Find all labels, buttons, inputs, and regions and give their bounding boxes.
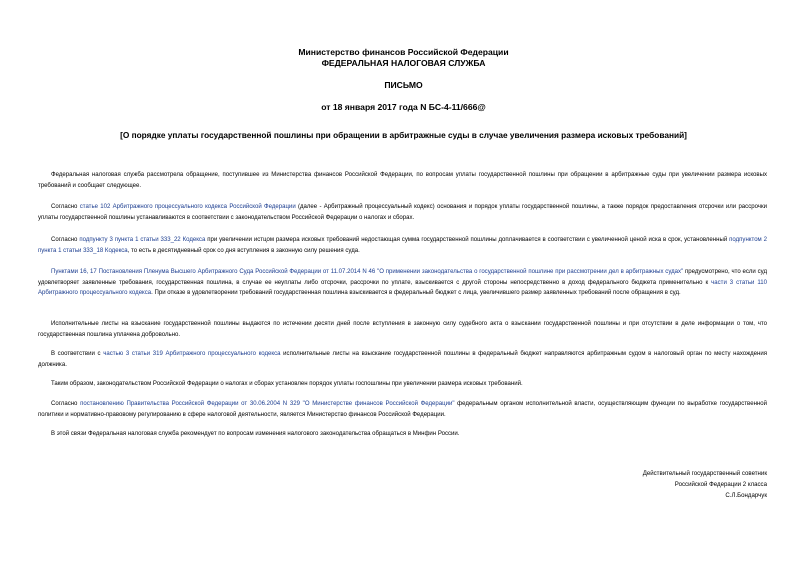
paragraph-text: исполнительные листы на взыскание государственной пошлины в федеральный бюджет направляются арбитражным судом в налоговый орган по месту нахождения должника. — [38, 351, 767, 368]
paragraph-4 — [38, 267, 767, 299]
paragraph-2 — [38, 202, 767, 223]
document-date-number: от 18 января 2017 года N БС-4-11/666@ — [321, 102, 486, 112]
legal-reference-link[interactable]: Пунктами 16, 17 Постановления Пленума Высшего Арбитражного Суда Российской Федерации от 11.07.2014 N 46 "О применении законодательства о государственной пошлине при рассмотрении дел в арбитражных судах" — [51, 269, 684, 275]
legal-reference-link[interactable]: статье 102 Арбитражного процессуального кодекса Российской Федерации — [79, 204, 296, 210]
legal-reference-link[interactable]: части 3 статьи 110 Арбитражного процессуального кодекса — [38, 279, 767, 296]
signature-title-1: Действительный государственный советник — [642, 470, 767, 477]
legal-reference-link[interactable]: постановлению Правительства Российской Федерации от 30.06.2004 N 329 "О Министерстве финансов Российской Федерации" — [80, 401, 455, 407]
paragraph-8 — [38, 399, 767, 420]
paragraph-6 — [38, 349, 767, 370]
paragraph-3 — [38, 235, 767, 256]
service-name: ФЕДЕРАЛЬНАЯ НАЛОГОВАЯ СЛУЖБА — [321, 58, 486, 68]
paragraph-text: В этой связи Федеральная налоговая служба рекомендует по вопросам изменения налогового законодательства обращаться в Минфин России. — [51, 431, 460, 437]
signature-name: С.Л.Бондарчук — [725, 492, 767, 499]
paragraph-text: Согласно — [51, 204, 80, 210]
paragraph-text: (далее - Арбитражный процессуальный кодекс) основания и порядок уплаты государственной пошлины, а также порядок предоставления отсрочки или рассрочки уплаты государственной пошлины устанавливаются в соответствии с законодательством Российской Федерации о налогах и сборах. — [38, 204, 767, 221]
paragraph-text: Таким образом, законодательством Российской Федерации о налогах и сборах установлен порядок уплаты госпошлины при увеличении размера исковых требований. — [51, 381, 523, 387]
signature-title-2: Российской Федерации 2 класса — [674, 481, 767, 488]
paragraph-text: В соответствии с — [51, 351, 104, 357]
paragraph-text: Федеральная налоговая служба рассмотрела обращение, поступившее из Министерства финансов Российской Федерации, по вопросам уплаты государственной пошлины при обращении в арбитражные суды при увеличении размера исковых требований и сообщает следующее. — [38, 172, 767, 189]
paragraph-text: Согласно — [51, 237, 80, 243]
paragraph-5 — [38, 319, 767, 340]
paragraph-7 — [38, 379, 767, 390]
paragraph-text: , то есть в десятидневный срок со дня вступления в законную силу решения суда. — [127, 247, 360, 254]
paragraph-text: . При отказе в удовлетворении требований государственная пошлина взыскивается в федеральный бюджет с лица, увеличившего размер заявленных требований после обращения в суд. — [151, 290, 681, 296]
ministry-name: Министерство финансов Российской Федерации — [298, 47, 509, 57]
paragraph-1 — [38, 170, 767, 191]
legal-reference-link[interactable]: подпунктом 2 пункта 1 статьи 333_18 Кодекса — [38, 237, 767, 254]
document-subject: [О порядке уплаты государственной пошлины при обращении в арбитражные суды в случае увеличения размера исковых требований] — [120, 130, 687, 140]
legal-reference-link[interactable]: подпункту 3 пункта 1 статьи 333_22 Кодекса — [79, 237, 206, 243]
legal-reference-link[interactable]: частью 3 статьи 319 Арбитражного процессуального кодекса — [103, 351, 281, 357]
document-type: ПИСЬМО — [384, 80, 423, 90]
paragraph-text: федеральным органом исполнительной власти, осуществляющим функции по выработке государственной политики и нормативно-правовому регулированию в сфере налоговой деятельности, является Министерство финансов Российской Федерации. — [38, 401, 767, 418]
paragraph-text: Исполнительные листы на взыскание государственной пошлины выдаются по истечении десяти дней после вступления в законную силу судебного акта о взыскании государственной пошлины и при отсутствии в деле информации о том, что государственная пошлина уплачена добровольно. — [38, 321, 767, 338]
paragraph-text: Согласно — [51, 401, 81, 407]
paragraph-text: предусмотрено, что если суд удовлетворяет заявленные требования, государственная пошлина, в случае ее неуплаты либо отсрочки, рассрочки по уплате, взыскивается с другой стороны непосредственно в доход федерального бюджета применительно к — [38, 269, 767, 286]
paragraph-9 — [38, 429, 767, 440]
paragraph-text: при увеличении истцом размера исковых требований недостающая сумма государственной пошлины доплачивается в соответствии с увеличенной ценой иска в срок, установленный — [205, 237, 730, 243]
